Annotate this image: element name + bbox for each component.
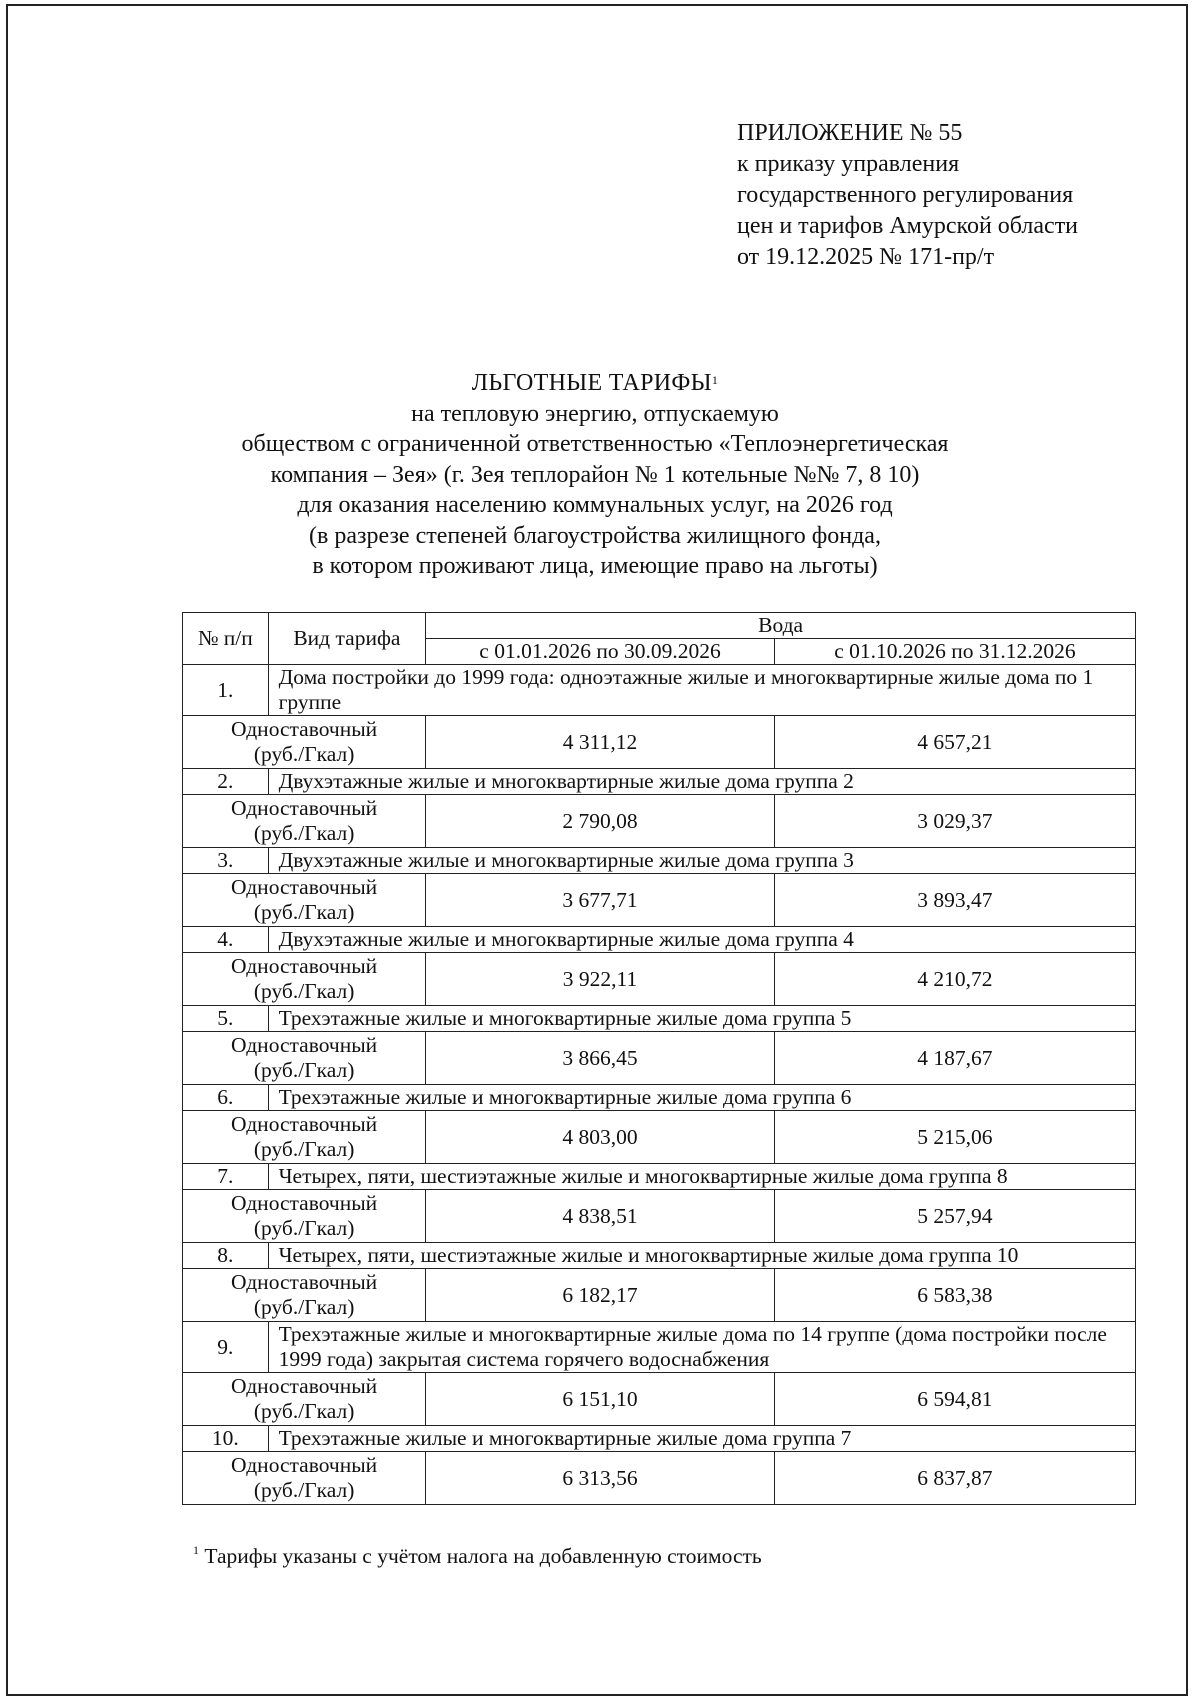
- rate-unit-line: (руб./Гкал): [253, 1137, 355, 1161]
- rate-unit-line: (руб./Гкал): [253, 1058, 355, 1082]
- rate-period2: 6 583,38: [774, 1269, 1135, 1322]
- rate-period2: 4 187,67: [774, 1032, 1135, 1085]
- row-number: 9.: [183, 1322, 269, 1373]
- rate-kind: [183, 1452, 426, 1505]
- footnote-mark: 1: [193, 1543, 199, 1557]
- rate-period2: 6 594,81: [774, 1373, 1135, 1426]
- rate-kind-line: Одноставочный: [231, 954, 378, 978]
- table-row-group: [183, 1243, 1136, 1269]
- rate-unit-line: (руб./Гкал): [253, 1478, 355, 1502]
- title-line: для оказания населению коммунальных услуг, на 2026 год: [297, 492, 893, 518]
- table-row-group: [183, 665, 1136, 716]
- rate-kind: [183, 1373, 426, 1426]
- rate-kind-line: Одноставочный: [231, 1270, 378, 1294]
- rate-kind: [183, 1190, 426, 1243]
- rate-period1: 6 313,56: [426, 1452, 775, 1505]
- rate-period1: 6 182,17: [426, 1269, 775, 1322]
- row-number: 1.: [183, 665, 269, 716]
- title-line: компания – Зея» (г. Зея теплорайон № 1 котельные №№ 7, 8 10): [270, 461, 920, 488]
- row-number: 6.: [183, 1085, 269, 1111]
- table-row-rate: [183, 1111, 1136, 1164]
- footnote: [193, 1544, 762, 1569]
- header-num: № п/п: [183, 613, 269, 665]
- table-row-rate: [183, 1032, 1136, 1085]
- table-row-group: [183, 1322, 1136, 1373]
- rate-kind-line: Одноставочный: [231, 875, 378, 899]
- table-row-rate: [183, 874, 1136, 927]
- table-row-group: [183, 927, 1136, 953]
- table-row-rate: [183, 795, 1136, 848]
- rate-period2: 5 257,94: [774, 1190, 1135, 1243]
- table-row-rate: [183, 1452, 1136, 1505]
- table-row-rate: [183, 716, 1136, 769]
- row-group-description: Трехэтажные жилые и многоквартирные жилые дома группа 7: [268, 1426, 1135, 1452]
- row-number: 5.: [183, 1006, 269, 1032]
- title-footnote-mark: 1: [711, 373, 719, 387]
- rate-unit-line: (руб./Гкал): [253, 1216, 355, 1240]
- row-group-description: Трехэтажные жилые и многоквартирные жилые дома группа 5: [268, 1006, 1135, 1032]
- rate-kind: [183, 716, 426, 769]
- row-group-description: Четырех, пяти, шестиэтажные жилые и многоквартирные жилые дома группа 8: [268, 1164, 1135, 1190]
- tariffs-table: [182, 612, 1136, 1505]
- table-row-group: [183, 769, 1136, 795]
- rate-period1: 3 922,11: [426, 953, 775, 1006]
- title-line: (в разрезе степеней благоустройства жилищного фонда,: [309, 522, 881, 549]
- table-row-rate: [183, 1373, 1136, 1426]
- rate-kind-line: Одноставочный: [231, 1374, 378, 1398]
- rate-unit-line: (руб./Гкал): [253, 821, 355, 845]
- rate-kind: [183, 1269, 426, 1322]
- document-title: [160, 368, 1030, 582]
- rate-kind: [183, 874, 426, 927]
- table-row-group: [183, 848, 1136, 874]
- row-number: 3.: [183, 848, 269, 874]
- rate-period2: 5 215,06: [774, 1111, 1135, 1164]
- title-line: обществом с ограниченной ответственностью «Теплоэнергетическая: [241, 431, 949, 457]
- rate-kind-line: Одноставочный: [231, 1033, 378, 1057]
- table-row-group: [183, 1085, 1136, 1111]
- appendix-line: к приказу управления: [737, 151, 960, 177]
- header-period2: с 01.10.2026 по 31.12.2026: [774, 639, 1135, 665]
- header-period1: с 01.01.2026 по 30.09.2026: [426, 639, 775, 665]
- row-number: 2.: [183, 769, 269, 795]
- rate-kind: [183, 795, 426, 848]
- appendix-line: цен и тарифов Амурской области: [737, 213, 1079, 239]
- appendix-line: государственного регулирования: [737, 182, 1074, 208]
- footnote-text: Тарифы указаны с учётом налога на добавленную стоимость: [204, 1544, 762, 1568]
- rate-period1: 4 803,00: [426, 1111, 775, 1164]
- table-row-group: [183, 1164, 1136, 1190]
- row-group-description: Двухэтажные жилые и многоквартирные жилые дома группа 3: [268, 848, 1135, 874]
- table-body: [183, 665, 1136, 1505]
- rate-period2: 4 657,21: [774, 716, 1135, 769]
- header-kind: Вид тарифа: [268, 613, 426, 665]
- appendix-header: [737, 118, 1078, 273]
- header-water: Вода: [426, 613, 1136, 639]
- rate-period1: 4 311,12: [426, 716, 775, 769]
- rate-unit-line: (руб./Гкал): [253, 900, 355, 924]
- rate-period2: 3 029,37: [774, 795, 1135, 848]
- table-row-group: [183, 1426, 1136, 1452]
- row-number: 8.: [183, 1243, 269, 1269]
- rate-period1: 3 677,71: [426, 874, 775, 927]
- rate-period2: 6 837,87: [774, 1452, 1135, 1505]
- rate-kind: [183, 1032, 426, 1085]
- rate-kind-line: Одноставочный: [231, 1453, 378, 1477]
- rate-period2: 4 210,72: [774, 953, 1135, 1006]
- appendix-line: от 19.12.2025 № 171-пр/т: [737, 244, 995, 270]
- rate-kind-line: Одноставочный: [231, 1191, 378, 1215]
- rate-period1: 2 790,08: [426, 795, 775, 848]
- row-group-description: Двухэтажные жилые и многоквартирные жилые дома группа 4: [268, 927, 1135, 953]
- rate-period2: 3 893,47: [774, 874, 1135, 927]
- row-group-description: Трехэтажные жилые и многоквартирные жилые дома по 14 группе (дома постройки после 1999 года) закрытая система горячего водоснабжения: [268, 1322, 1135, 1373]
- table-row-rate: [183, 1190, 1136, 1243]
- row-group-description: Двухэтажные жилые и многоквартирные жилые дома группа 2: [268, 769, 1135, 795]
- table-row-rate: [183, 1269, 1136, 1322]
- table-header-row: [183, 613, 1136, 639]
- rate-kind-line: Одноставочный: [231, 796, 378, 820]
- title-line: на тепловую энергию, отпускаемую: [411, 400, 779, 427]
- rate-kind: [183, 953, 426, 1006]
- row-number: 10.: [183, 1426, 269, 1452]
- row-number: 7.: [183, 1164, 269, 1190]
- row-group-description: Трехэтажные жилые и многоквартирные жилые дома группа 6: [268, 1085, 1135, 1111]
- rate-kind-line: Одноставочный: [231, 717, 378, 741]
- appendix-line: ПРИЛОЖЕНИЕ № 55: [737, 120, 963, 146]
- title-main: [160, 368, 1030, 399]
- row-group-description: Четырех, пяти, шестиэтажные жилые и многоквартирные жилые дома группа 10: [268, 1243, 1135, 1269]
- rate-kind: [183, 1111, 426, 1164]
- rate-unit-line: (руб./Гкал): [253, 1295, 355, 1319]
- row-number: 4.: [183, 927, 269, 953]
- table-row-group: [183, 1006, 1136, 1032]
- row-group-description: Дома постройки до 1999 года: одноэтажные жилые и многоквартирные жилые дома по 1 группе: [268, 665, 1135, 716]
- table-row-rate: [183, 953, 1136, 1006]
- rate-period1: 3 866,45: [426, 1032, 775, 1085]
- rate-period1: 6 151,10: [426, 1373, 775, 1426]
- title-line: в котором проживают лица, имеющие право на льготы): [312, 553, 878, 579]
- rate-unit-line: (руб./Гкал): [253, 979, 355, 1003]
- rate-kind-line: Одноставочный: [231, 1112, 378, 1136]
- rate-unit-line: (руб./Гкал): [253, 742, 355, 766]
- rate-period1: 4 838,51: [426, 1190, 775, 1243]
- rate-unit-line: (руб./Гкал): [253, 1399, 355, 1423]
- title-text: ЛЬГОТНЫЕ ТАРИФЫ: [471, 370, 712, 396]
